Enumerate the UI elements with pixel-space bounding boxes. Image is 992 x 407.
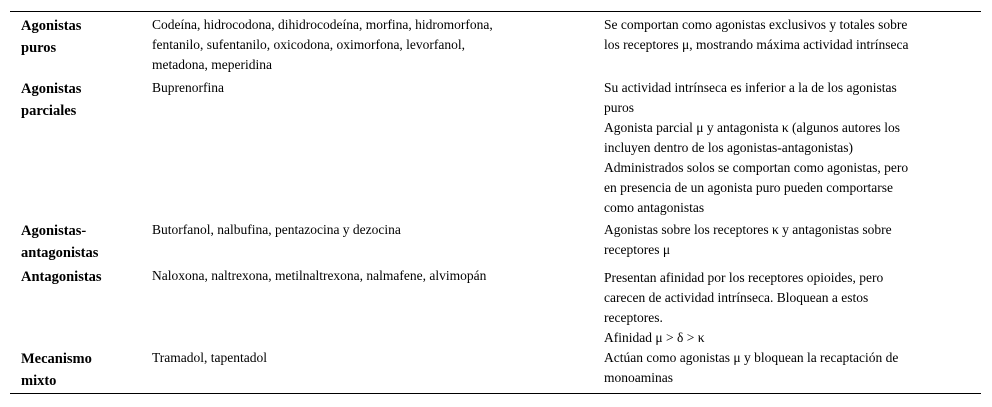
row-type-text: parciales — [21, 103, 77, 119]
row-description-cell — [592, 348, 974, 388]
table-row — [10, 12, 981, 75]
row-description-text: Presentan afinidad por los receptores opioides, pero — [604, 270, 884, 285]
row-description-text: en presencia de un agonista puro pueden comportarse — [604, 180, 894, 195]
row-drugs-cell — [141, 266, 592, 286]
opioid-classification-table — [10, 11, 981, 394]
row-description-cell — [592, 266, 974, 348]
row-drugs-text: metadona, meperidina — [152, 57, 272, 72]
row-type-text: mixto — [21, 373, 57, 389]
row-description-cell — [592, 78, 974, 218]
row-type-text: Agonistas — [21, 81, 82, 97]
row-type-text: Agonistas- — [21, 223, 87, 239]
table-row — [10, 264, 981, 346]
row-description-text: carecen de actividad intrínseca. Bloquean a estos — [604, 290, 869, 305]
row-drugs-text: Butorfanol, nalbufina, pentazocina y dezocina — [152, 222, 401, 237]
row-description-text: Su actividad intrínseca es inferior a la de los agonistas — [604, 80, 897, 95]
row-description-text: Administrados solos se comportan como agonistas, pero — [604, 160, 909, 175]
row-description-text: los receptores μ, mostrando máxima actividad intrínseca — [604, 37, 909, 52]
row-type-text: Antagonistas — [21, 269, 102, 285]
row-description-text: Afinidad μ > δ > κ — [604, 330, 705, 345]
row-description-text: receptores. — [604, 310, 663, 325]
row-type-cell — [10, 266, 141, 288]
row-type-text: puros — [21, 40, 57, 56]
row-description-text: Actúan como agonistas μ y bloquean la recaptación de — [604, 350, 899, 365]
row-description-text: como antagonistas — [604, 200, 705, 215]
row-type-cell — [10, 15, 141, 59]
row-description-text: puros — [604, 100, 634, 115]
row-description-text: monoaminas — [604, 370, 673, 385]
row-type-text: Mecanismo — [21, 351, 92, 367]
row-description-cell — [592, 220, 974, 260]
row-drugs-text: Naloxona, naltrexona, metilnaltrexona, nalmafene, alvimopán — [152, 268, 487, 283]
row-drugs-cell — [141, 220, 592, 240]
row-drugs-cell — [141, 348, 592, 368]
table-row — [10, 75, 981, 218]
row-drugs-text: Buprenorfina — [152, 80, 224, 95]
row-type-cell — [10, 348, 141, 392]
table-row — [10, 346, 981, 393]
row-type-text: Agonistas — [21, 18, 82, 34]
row-drugs-cell — [141, 15, 592, 75]
row-type-cell — [10, 220, 141, 264]
row-description-text: Se comportan como agonistas exclusivos y totales sobre — [604, 17, 908, 32]
table-row — [10, 218, 981, 264]
row-drugs-text: Codeína, hidrocodona, dihidrocodeína, morfina, hidromorfona, — [152, 17, 493, 32]
row-drugs-text: Tramadol, tapentadol — [152, 350, 267, 365]
row-description-text: Agonista parcial μ y antagonista κ (algunos autores los — [604, 120, 900, 135]
row-type-text: antagonistas — [21, 245, 99, 261]
row-description-text: Agonistas sobre los receptores κ y antagonistas sobre — [604, 222, 892, 237]
row-description-text: incluyen dentro de los agonistas-antagonistas) — [604, 140, 853, 155]
row-description-text: receptores μ — [604, 242, 671, 257]
row-type-cell — [10, 78, 141, 122]
row-drugs-text: fentanilo, sufentanilo, oxicodona, oximorfona, levorfanol, — [152, 37, 466, 52]
row-drugs-cell — [141, 78, 592, 98]
row-description-cell — [592, 15, 974, 55]
